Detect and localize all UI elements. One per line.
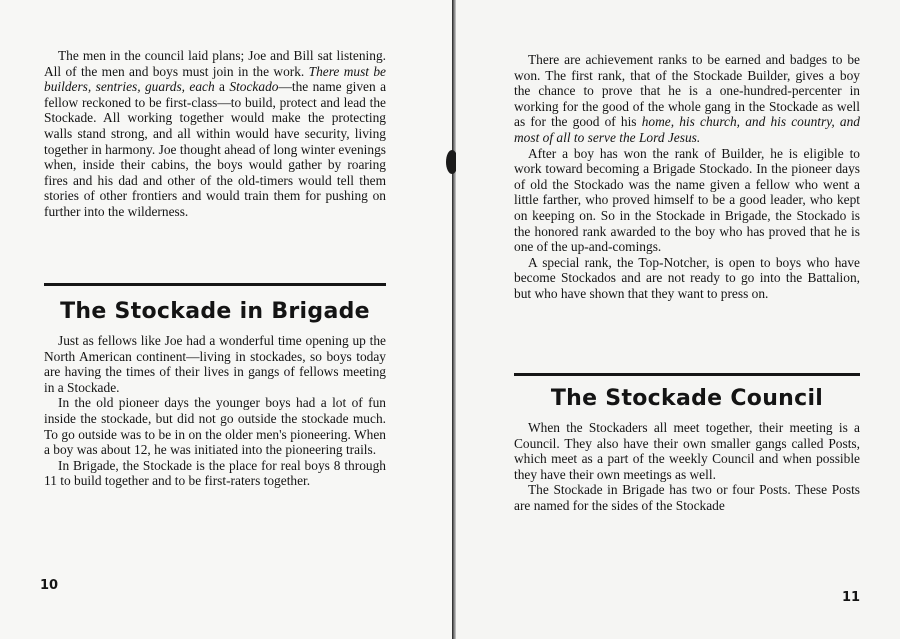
paragraph: A special rank, the Top-Notcher, is open to boys who have become Stockados and are not ready to go into the Battalion, but who have shown that they want to press on. [514, 254, 860, 301]
council-paragraph: The men in the council laid plans; Joe and Bill sat listening. All of the men and boys must join in the work. There must be builders, sentries, guards, each a Stockado—the name given a fellow reckoned to be first-class—to build, protect and lead the Stockade. All working together would make the protecting walls stand strong, and all within would have security, living together in harmony. Joe thought ahead of long winter evenings when, inside their cabins, the boys would gather by roaring fires and his dad and other of the old-timers would tell them stories of other frontiers and would train them for pushing on further into the wilderness. [44, 48, 387, 219]
section-divider [514, 373, 860, 376]
paragraph: When the Stockaders all meet together, their meeting is a Council. They also have their own smaller gangs called Posts, which meet as a part of the weekly Council and when possible they have their own meetings as well. [514, 420, 860, 482]
paragraph: Just as fellows like Joe had a wonderful time opening up the North American continent—living in stockades, so boys today are having the times of their lives in gangs of fellows meeting in a Stockade. [44, 333, 386, 395]
paragraph: In Brigade, the Stockade is the place for real boys 8 through 11 to build together and to be first-raters together. [44, 457, 386, 489]
paragraph: After a boy has won the rank of Builder, he is eligible to work toward becoming a Brigade Stockado. In the pioneer days of old the Stockado was the name given a fellow who went a little farther, who proved himself to be a good leader, who kept on keeping on. So in the Stockade in Brigade, the Stockado is the honored rank awarded to the boy who has proved that he is one of the up-and-comings. [514, 145, 860, 255]
paragraph: In the old pioneer days the younger boys had a lot of fun inside the stockade, but did not go outside the stockade much. To go outside was to be in on the older men's pioneering. When a boy was about 12, he was initiated into the pioneering trails. [44, 395, 386, 458]
right-page [456, 0, 900, 639]
section-heading: The Stockade Council [550, 386, 824, 411]
section-heading: The Stockade in Brigade [60, 299, 370, 324]
paragraph: There are achievement ranks to be earned and badges to be won. The first rank, that of the Stockade Builder, gives a boy the chance to prove that he is a one-hundred-percenter in working for the good of the whole gang in the Stockade as well as for the good of his home, his church, and his country, and most of all to serve the Lord Jesus. [514, 52, 860, 145]
left-top-text [44, 48, 386, 220]
left-section-text [44, 333, 386, 489]
page-number: 10 [40, 578, 59, 593]
right-top-text [514, 52, 860, 302]
page-number: 11 [842, 590, 861, 605]
right-section-text [514, 420, 860, 514]
paragraph: The Stockade in Brigade has two or four Posts. These Posts are named for the sides of the Stockade [514, 482, 860, 513]
section-divider [44, 283, 386, 286]
